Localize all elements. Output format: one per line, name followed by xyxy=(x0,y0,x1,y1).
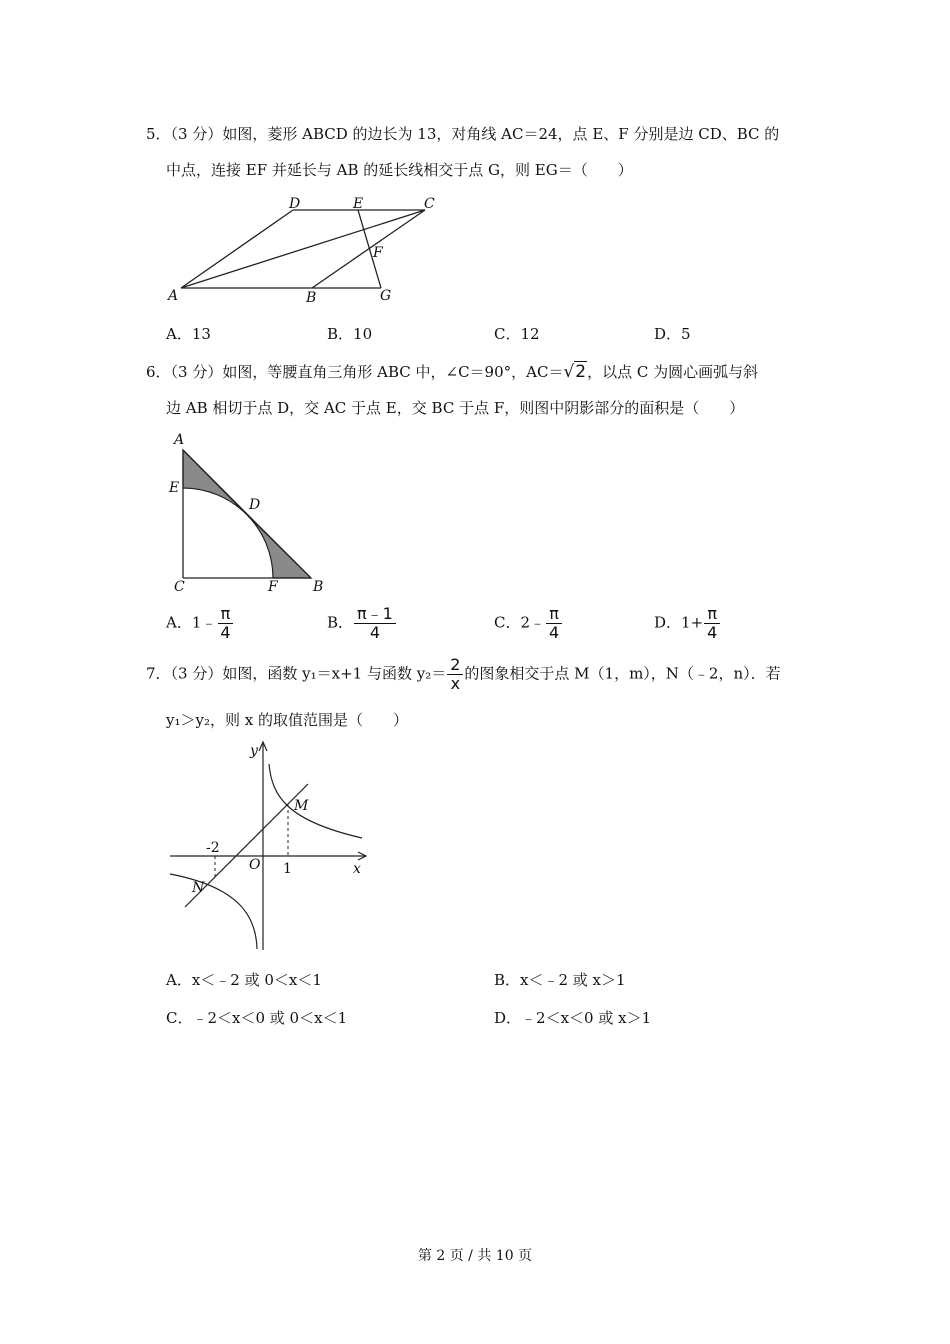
q5-label-b: B xyxy=(306,290,317,306)
q5-label-c: C xyxy=(424,196,435,212)
q7-line1-a: 7．（3 分）如图，函数 y₁＝x+1 与函数 y₂＝ xyxy=(146,664,447,683)
q5-label-g: G xyxy=(380,288,392,304)
q6-option-d[interactable]: D．1+ $\frac{\pi}{4}$ xyxy=(654,605,721,642)
q6-line1 xyxy=(146,362,758,382)
q7-label-o: O xyxy=(249,857,261,873)
q6-triangle-figure xyxy=(165,425,335,600)
q6-label-c: C xyxy=(174,579,185,595)
q5-label-e: E xyxy=(353,196,364,212)
q6-label-e: E xyxy=(169,480,180,496)
q7-option-d[interactable]: D．﹣2＜x＜0 或 x＞1 xyxy=(494,1009,652,1027)
two-over-x: $\frac{2}{x}$ xyxy=(447,656,463,693)
q6-option-b[interactable]: B． $\frac{\pi﹣1}{4}$ xyxy=(327,605,397,642)
page-footer: 第 2 页 / 共 10 页 xyxy=(417,1248,533,1264)
q6-line1-b: ，以点 C 为圆心画弧与斜 xyxy=(587,363,759,381)
q5-line2: 中点，连接 EF 并延长与 AB 的延长线相交于点 G，则 EG＝（ ） xyxy=(166,161,633,179)
q7-option-a[interactable]: A．x＜﹣2 或 0＜x＜1 xyxy=(166,971,322,989)
q7-label-neg2: -2 xyxy=(206,840,220,856)
q5-option-d[interactable]: D．5 xyxy=(654,325,691,343)
q7-line2: y₁＞y₂，则 x 的取值范围是（ ） xyxy=(166,711,408,729)
q7-label-one: 1 xyxy=(283,861,292,877)
q6-label-f: F xyxy=(268,579,278,595)
sqrt-two: √2 xyxy=(563,362,587,382)
q6-option-c[interactable]: C．2﹣ $\frac{\pi}{4}$ xyxy=(494,605,563,642)
q7-label-y: y xyxy=(250,743,258,759)
q6-line1-a: 6．（3 分）如图，等腰直角三角形 ABC 中，∠C＝90°，AC＝ xyxy=(146,363,564,381)
q5-line1: 5．（3 分）如图，菱形 ABCD 的边长为 13，对角线 AC＝24，点 E、F 分别是边 CD、BC 的 xyxy=(146,125,780,143)
q6-label-b: B xyxy=(313,579,324,595)
q5-label-f: F xyxy=(373,245,383,261)
q7-line1-b: 的图象相交于点 M（1，m），N（﹣2，n）．若 xyxy=(464,664,781,683)
q7-label-x: x xyxy=(353,861,361,877)
q6-option-a[interactable]: A．1﹣ $\frac{\pi}{4}$ xyxy=(166,605,235,642)
q6-line2: 边 AB 相切于点 D，交 AC 于点 E，交 BC 于点 F，则图中阴影部分的面积是（ ） xyxy=(166,399,745,417)
q5-label-d: D xyxy=(289,196,301,212)
q5-option-a[interactable]: A．13 xyxy=(166,325,211,343)
q7-option-c[interactable]: C．﹣2＜x＜0 或 0＜x＜1 xyxy=(166,1009,348,1027)
q5-rhombus-figure xyxy=(160,190,460,310)
q5-option-c[interactable]: C．12 xyxy=(494,325,540,343)
q6-label-a: A xyxy=(174,432,185,448)
q7-label-n: N xyxy=(192,880,205,896)
q5-option-b[interactable]: B．10 xyxy=(327,325,373,343)
q6-label-d: D xyxy=(249,497,261,513)
q7-graph-figure xyxy=(160,735,380,960)
q7-label-m: M xyxy=(294,798,309,814)
q7-line1 xyxy=(146,656,781,693)
q5-label-a: A xyxy=(168,288,179,304)
q7-option-b[interactable]: B．x＜﹣2 或 x＞1 xyxy=(494,971,626,989)
